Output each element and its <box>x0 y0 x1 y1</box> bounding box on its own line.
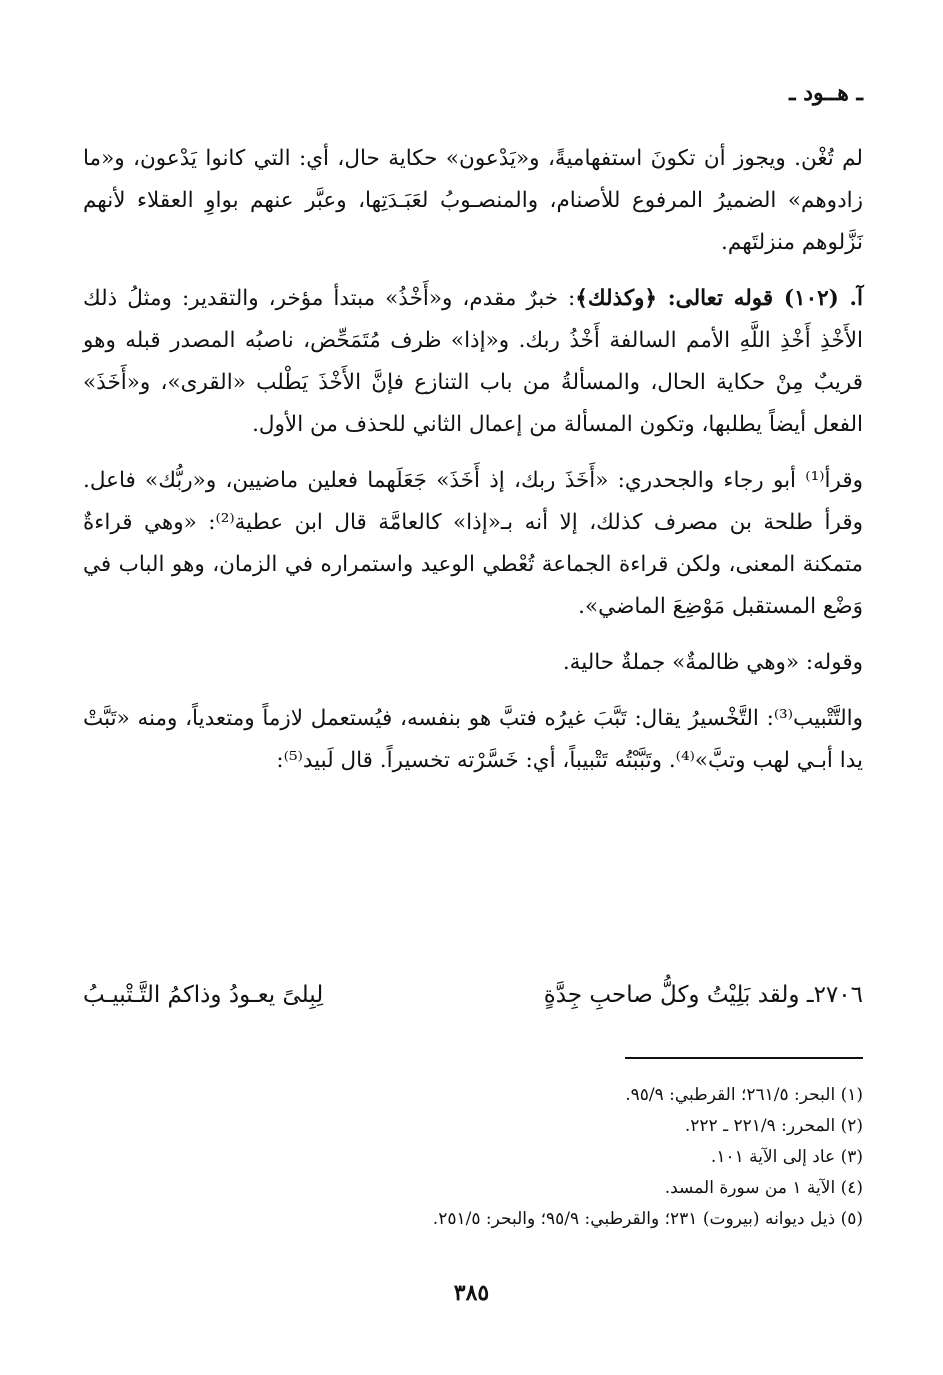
paragraph-1: لم تُغْن. ويجوز أن تكونَ استفهاميةً، و«يَدْعون» حكاية حال، أي: التي كانوا يَدْعون، و«ما زادوهم» الضميرُ المرفوع للأصنام، والمنصـوبُ لعَبَـدَتِها، وعبَّر عنهم بواوِ العقلاء لأنهم نَزَّلوهم منزلتَهم. <box>83 146 863 255</box>
footnote-separator <box>625 1057 863 1059</box>
paragraph-3: وقرأ⁽¹⁾ أبو رجاء والجحدري: «أَخَذَ ربك، إذ أَخَذَ» جَعَلَهما فعلين ماضيين، و«ربُّك» فاعل. وقرأ طلحة بن مصرف كذلك، إلا أنه بـ«إذا» كالعامَّة قال ابن عطية⁽²⁾: «وهي قراءةٌ متمكنة المعنى، ولكن قراءة الجماعة تُعْطي الوعيد واستمراره في الزمان، وهو الباب في وَضْع المستقبل مَوْضِعَ الماضي». <box>83 468 863 619</box>
footnotes <box>83 1080 863 1235</box>
verse-number: ٢٧٠٦ـ <box>806 982 863 1008</box>
verse-second-hemistich: لِبِلىً يعـودُ وذاكمُ التَّـتْبيـبُ <box>83 982 324 1008</box>
verse-first-text: ولقد بَلِيْتُ وكلُّ صاحبِ جِدَّةٍ <box>543 982 800 1008</box>
footnote-3: (٣) عاد إلى الآية ١٠١. <box>710 1147 863 1167</box>
footnote-2: (٢) المحرر: ٢٢١/٩ ـ ٢٢٢. <box>684 1116 863 1136</box>
running-header: ـ هــود ـ <box>789 80 863 106</box>
footnote-5: (٥) ذيل ديوانه (بيروت) ٢٣١؛ والقرطبي: ٩٥/٩؛ والبحر: ٢٥١/٥. <box>432 1209 863 1229</box>
paragraph-2-text: : خبرٌ مقدم، و«أَخْذُ» مبتدأ مؤخر، والتقدير: ومثلُ ذلك الأَخْذِ أَخْذِ اللَّهِ الأمم السالفة أَخْذُ ربك. و«إذا» ظرف مُتَمَحِّض، ناصبُه المصدر قبله وهو قريبٌ مِنْ حكاية الحال، والمسألةُ من باب التنازع فإنَّ الأَخْذَ يَطْلب «القرى»، و«أَخَذَ» الفعل أيضاً يطلبها، وتكون المسألة من إعمال الثاني للحذف من الأول. <box>83 286 863 437</box>
main-text <box>83 138 863 796</box>
paragraph-2 <box>83 278 863 446</box>
footnote-4: (٤) الآية ١ من سورة المسد. <box>664 1178 863 1198</box>
paragraph-4: وقوله: «وهي ظالمةٌ» جملةٌ حالية. <box>562 650 863 675</box>
verse-heading: آ. (١٠٢) قوله تعالى: ﴿وكذلك﴾ <box>575 286 863 311</box>
page-number: ٣٨٥ <box>453 1280 490 1306</box>
paragraph-5: والتَّتْبيب⁽³⁾: التَّخْسيرُ يقال: تَبَّبَ غيرُه فتبَّ هو بنفسه، فيُستعمل لازماً ومتعدياً، ومنه «تَبَّتْ يدا أبـي لهب وتبَّ»⁽⁴⁾. وتَبَّبْتُه تَتْبيباً، أي: خَسَّرْته تخسيراً. قال لَبيد⁽⁵⁾: <box>83 706 863 773</box>
footnote-1: (١) البحر: ٢٦١/٥؛ القرطبي: ٩٥/٩. <box>625 1085 863 1105</box>
poetry-verse <box>83 982 863 1008</box>
verse-first-hemistich <box>544 982 863 1008</box>
